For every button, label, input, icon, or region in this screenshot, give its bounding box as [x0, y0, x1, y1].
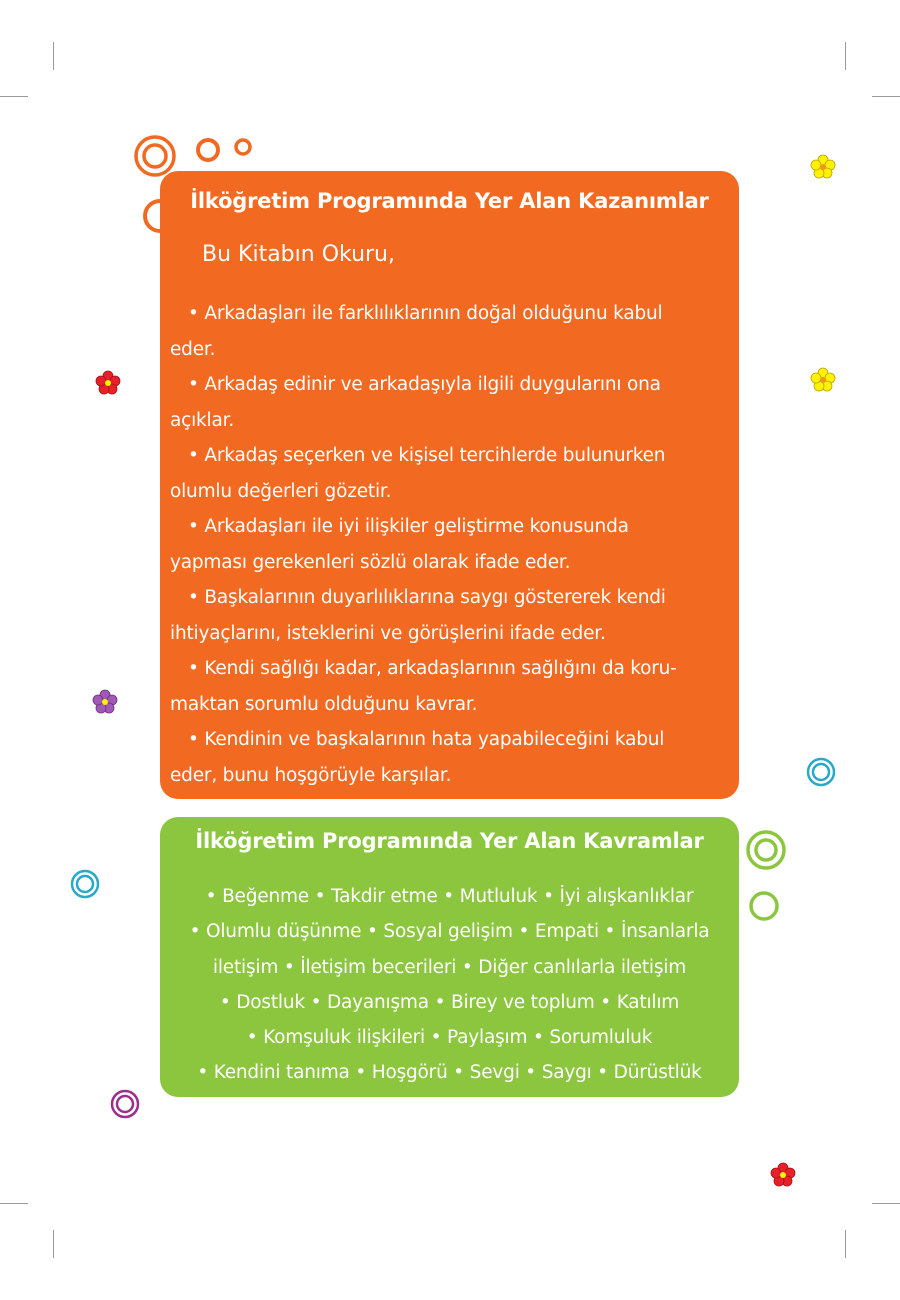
- kavramlar-panel: [160, 817, 739, 1097]
- kavramlar-title: İlköğretim Programında Yer Alan Kavramlar: [195, 829, 704, 853]
- crop-mark: [872, 1203, 900, 1204]
- list-item-line: maktan sorumlu olduğunu kavrar.: [170, 693, 478, 715]
- kazanimlar-title: İlköğretim Programında Yer Alan Kazanımlar: [190, 189, 709, 213]
- crop-mark: [53, 1230, 54, 1258]
- teal-ring-decoration: [804, 755, 838, 789]
- crop-mark: [0, 96, 28, 97]
- list-item-line: açıklar.: [170, 409, 235, 431]
- list-item: [170, 580, 730, 651]
- kavram-line: • Olumlu düşünme • Sosyal gelişim • Empati • İnsanlarla: [189, 921, 710, 943]
- list-item: [170, 722, 730, 793]
- list-item: [170, 438, 730, 509]
- crop-mark: [0, 1203, 28, 1204]
- list-item-line: eder.: [170, 338, 216, 360]
- purple-flower-icon: [92, 689, 118, 715]
- teal-ring-decoration: [68, 867, 102, 901]
- kazanimlar-list: [170, 296, 730, 793]
- purple-ring-decoration: [108, 1087, 142, 1121]
- yellow-flower-icon: [810, 367, 836, 393]
- list-item-line: ihtiyaçlarını, isteklerini ve görüşlerini ifade eder.: [170, 622, 606, 644]
- kavramlar-list: [160, 879, 739, 1091]
- green-rings-decoration: [744, 828, 790, 928]
- crop-mark: [872, 96, 900, 97]
- red-flower-icon: [95, 370, 121, 396]
- red-flower-icon: [770, 1162, 796, 1188]
- list-item-line: • Arkadaş edinir ve arkadaşıyla ilgili duygularını ona: [188, 374, 661, 395]
- list-item-line: • Arkadaşları ile farklılıklarının doğal olduğunu kabul: [188, 303, 663, 324]
- crop-mark: [845, 1230, 846, 1258]
- list-item-line: • Başkalarının duyarlılıklarına saygı göstererek kendi: [188, 587, 666, 608]
- greeting: Bu Kitabın Okuru,: [202, 242, 395, 267]
- list-item: [170, 651, 730, 722]
- crop-mark: [53, 42, 54, 70]
- list-item-line: • Kendinin ve başkalarının hata yapabileceğini kabul: [188, 729, 665, 750]
- kavram-line: • Komşuluk ilişkileri • Paylaşım • Sorumluluk: [246, 1027, 653, 1049]
- list-item: [170, 296, 730, 367]
- list-item-line: yapması gerekenleri sözlü olarak ifade eder.: [170, 551, 571, 573]
- kavram-line: • Beğenme • Takdir etme • Mutluluk • İyi alışkanlıklar: [205, 886, 694, 907]
- crop-mark: [845, 42, 846, 70]
- kavram-line: • Dostluk • Dayanışma • Birey ve toplum • Katılım: [219, 991, 680, 1013]
- list-item-line: • Kendi sağlığı kadar, arkadaşlarının sağlığını da koru-: [188, 658, 677, 679]
- list-item: [170, 367, 730, 438]
- list-item-line: olumlu değerleri gözetir.: [170, 480, 392, 502]
- list-item-line: • Arkadaş seçerken ve kişisel tercihlerde bulunurken: [188, 445, 666, 466]
- yellow-flower-icon: [810, 154, 836, 180]
- kazanimlar-panel: [160, 171, 739, 799]
- list-item-line: eder, bunu hoşgörüyle karşılar.: [170, 764, 452, 786]
- kavram-line: iletişim • İletişim becerileri • Diğer canlılarla iletişim: [212, 956, 687, 978]
- list-item: [170, 509, 730, 580]
- kavram-line: • Kendini tanıma • Hoşgörü • Sevgi • Saygı • Dürüstlük: [197, 1062, 702, 1084]
- list-item-line: • Arkadaşları ile iyi ilişkiler geliştirme konusunda: [188, 516, 629, 537]
